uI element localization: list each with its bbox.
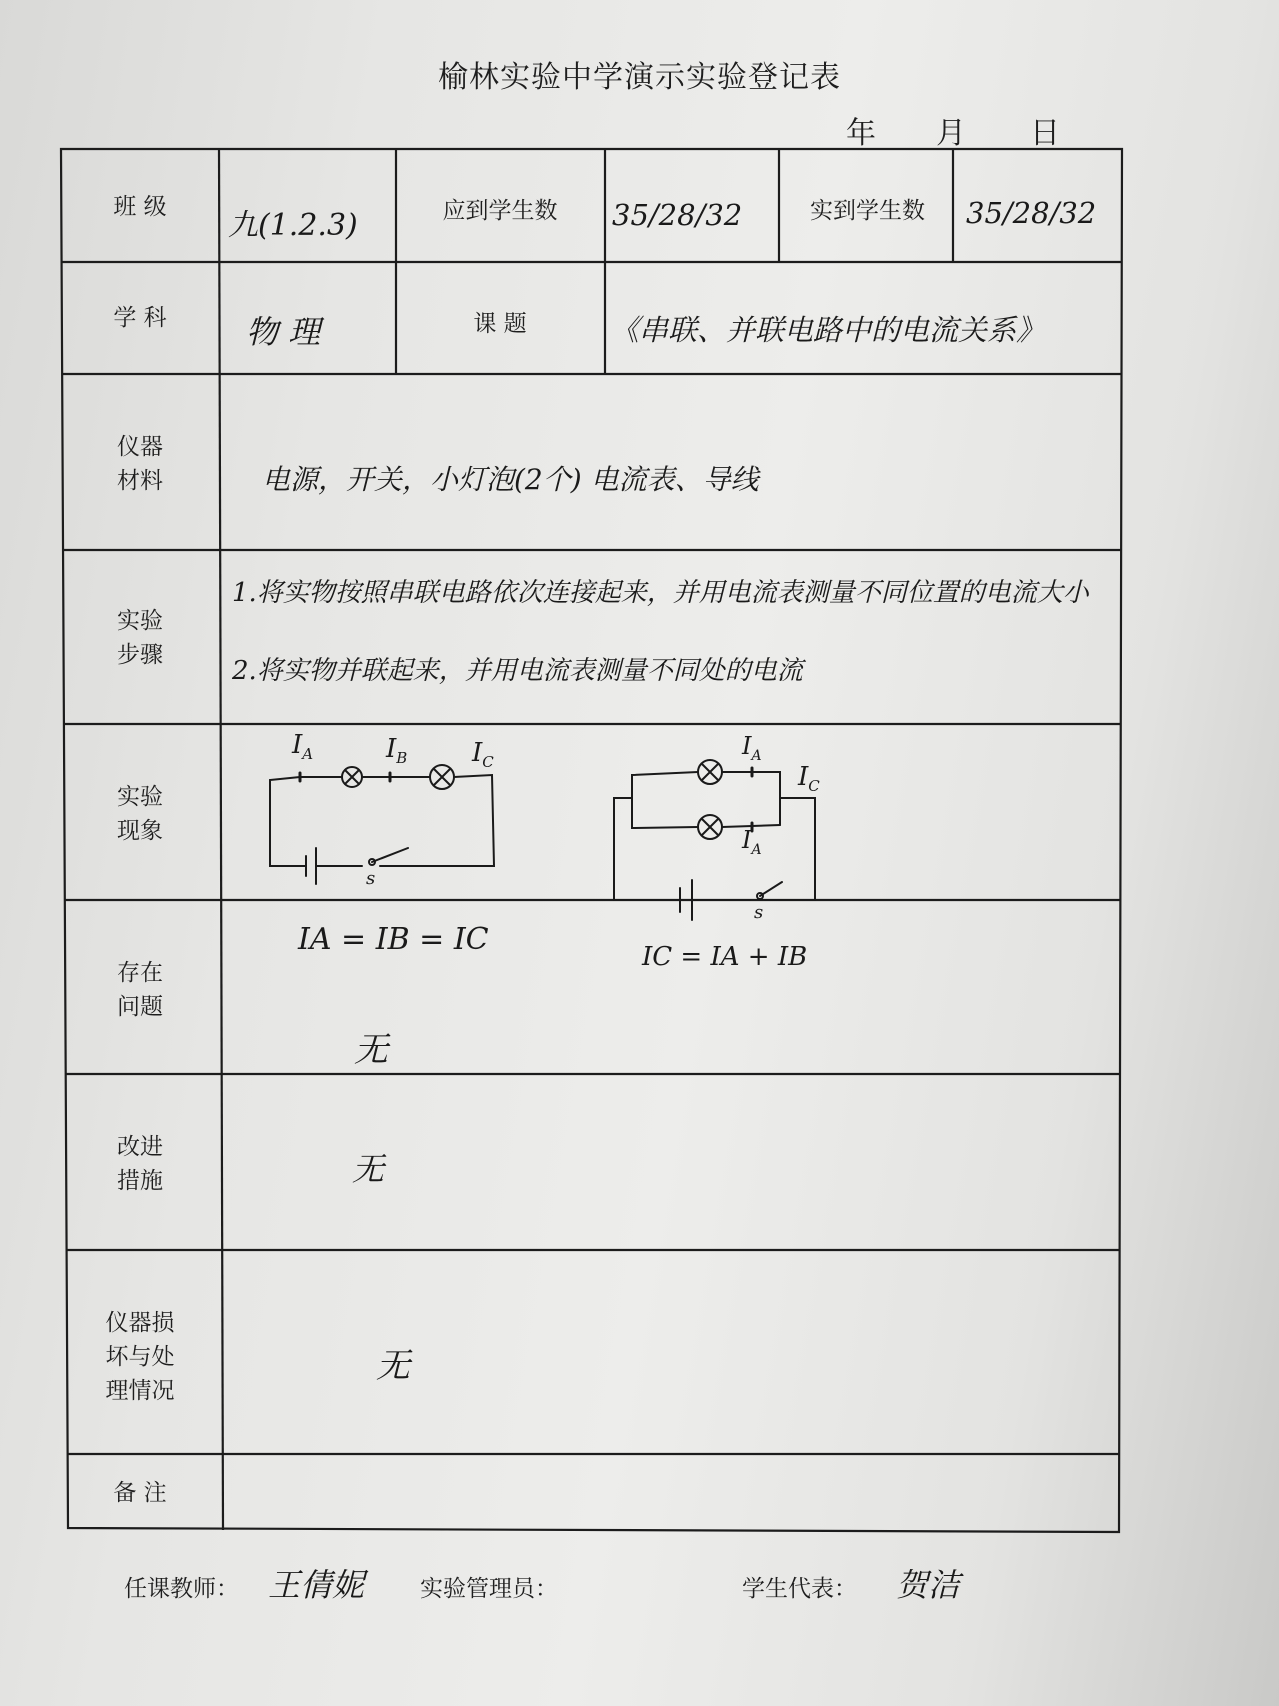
series-label-ic: $I_C$: [472, 738, 494, 772]
series-label-ib: $I_B$: [386, 734, 408, 768]
parallel-label-ic: $I_C$: [798, 762, 820, 796]
parallel-current-equation: IC = IA + IB: [642, 942, 808, 972]
problems-label-line1: 存在: [117, 960, 163, 986]
class-label: 班 级: [113, 194, 167, 220]
parallel-label-ia-top: $I_A$: [742, 732, 762, 764]
subject-label: 学 科: [113, 305, 167, 331]
parallel-bottom-left: [632, 798, 698, 828]
parallel-top-left: [632, 772, 698, 798]
expected-students-value: 35/28/32: [612, 198, 743, 232]
teacher-label: 任课教师：: [124, 1576, 239, 1602]
problems-label-line2: 问题: [117, 994, 163, 1020]
parallel-main-left: [614, 798, 632, 900]
topic-label: 课 题: [473, 311, 527, 337]
damage-label-line2: 坏与处: [105, 1344, 175, 1370]
problems-value: 无: [354, 1030, 388, 1070]
parallel-label-ia-bottom: $I_A$: [742, 826, 762, 858]
actual-students-value: 35/28/32: [966, 196, 1097, 230]
improvement-value: 无: [352, 1150, 385, 1188]
form-title: 榆林实验中学演示实验登记表: [438, 60, 841, 95]
class-value: 九(1.2.3): [228, 208, 358, 243]
admin-label: 实验管理员：: [420, 1576, 558, 1602]
series-label-ia: $I_A$: [292, 730, 314, 764]
expected-students-label: 应到学生数: [442, 198, 558, 224]
student-rep-signature: 贺洁: [896, 1566, 961, 1604]
subject-value: 物 理: [246, 313, 321, 351]
phenomenon-label-line1: 实验: [117, 784, 163, 810]
damage-value: 无: [376, 1346, 410, 1386]
steps-label-line2: 步骤: [117, 642, 163, 668]
damage-label-line3: 理情况: [105, 1378, 175, 1404]
parallel-top-right: [722, 772, 780, 825]
parallel-switch-arm: [760, 882, 782, 896]
date-day: 日: [1030, 116, 1060, 151]
improvement-label-line2: 措施: [117, 1168, 163, 1194]
improvement-label: [70, 1130, 210, 1198]
parallel-main-right: [780, 798, 815, 900]
topic-value: 《串联、并联电路中的电流关系》: [610, 313, 1046, 347]
improvement-label-line1: 改进: [117, 1134, 163, 1160]
problems-label: [70, 956, 210, 1024]
date-year: 年: [846, 116, 876, 151]
actual-students-label: 实到学生数: [810, 198, 925, 224]
equipment-label-line1: 仪器: [117, 434, 163, 460]
series-current-equation: IA = IB = IC: [298, 922, 489, 957]
date-month: 月: [936, 116, 966, 151]
teacher-signature: 王倩妮: [268, 1566, 365, 1604]
damage-label: [70, 1306, 210, 1408]
steps-line2: 2.将实物并联起来，并用电流表测量不同处的电流: [232, 656, 803, 686]
steps-line1: 1.将实物按照串联电路依次连接起来，并用电流表测量不同位置的电流大小: [232, 578, 1089, 608]
parallel-battery: [614, 880, 750, 920]
parallel-switch-label: s: [754, 902, 764, 923]
series-switch-label: s: [366, 868, 376, 889]
equipment-value: 电源，开关，小灯泡(2个) 电流表、导线: [262, 463, 759, 496]
steps-label-line1: 实验: [117, 608, 163, 634]
damage-label-line1: 仪器损: [105, 1310, 175, 1336]
phenomenon-label-line2: 现象: [117, 818, 163, 844]
student-rep-label: 学生代表：: [742, 1576, 857, 1602]
equipment-label-line2: 材料: [117, 468, 163, 494]
remarks-label: 备 注: [113, 1480, 167, 1506]
